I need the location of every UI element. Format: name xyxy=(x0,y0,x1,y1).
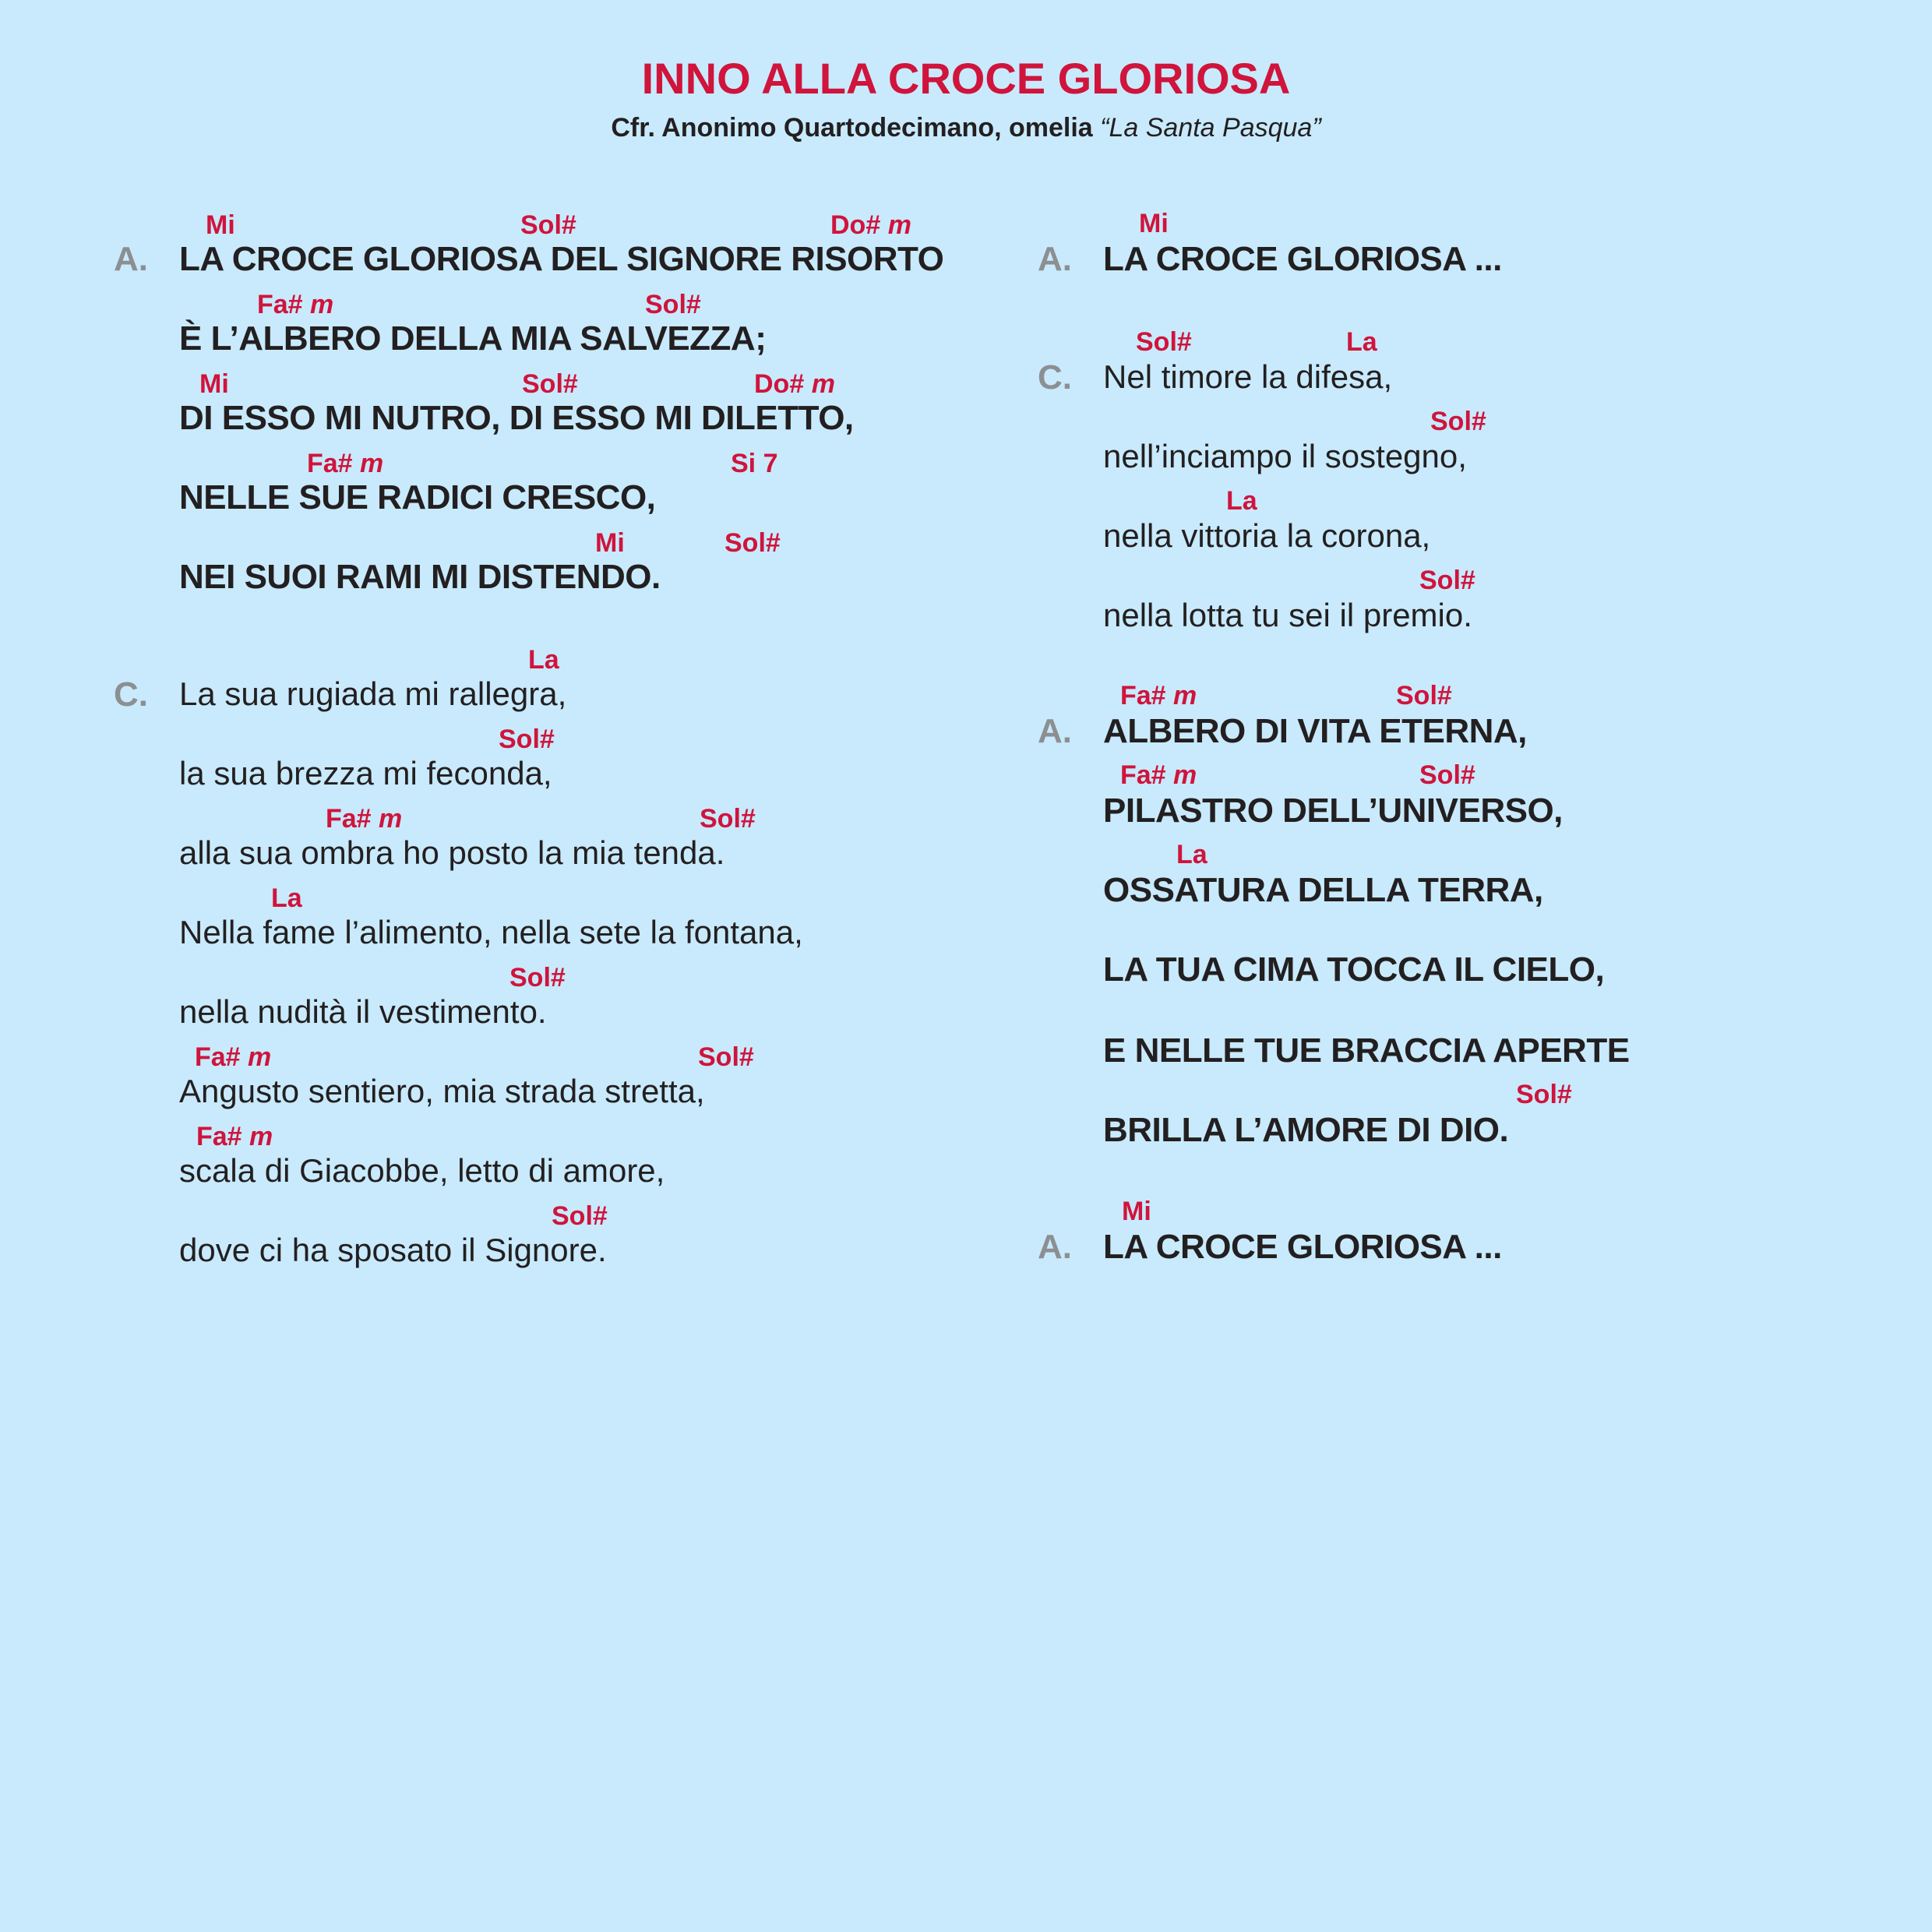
chord-root: Fa# xyxy=(195,1042,241,1072)
chord: Sol# xyxy=(509,963,566,992)
chord: Sol# xyxy=(552,1201,608,1231)
chord: La xyxy=(1226,486,1257,516)
lyric-line: nella lotta tu sei il premio. xyxy=(1103,597,1472,633)
chord: Sol# xyxy=(1419,566,1475,595)
chord: Si 7 xyxy=(731,449,778,478)
chord: Sol# xyxy=(522,369,578,399)
lyric-line: Nel timore la difesa, xyxy=(1103,358,1393,395)
chord: La xyxy=(1346,327,1377,357)
chord-root: Fa# xyxy=(196,1122,242,1151)
assembly-tag: A. xyxy=(1038,1228,1072,1266)
lyric-line: LA CROCE GLORIOSA ... xyxy=(1103,1228,1502,1266)
chord: Sol# xyxy=(698,1042,754,1072)
lyric-line: DI ESSO MI NUTRO, DI ESSO MI DILETTO, xyxy=(179,399,854,437)
chord: Mi xyxy=(595,528,625,558)
song-source xyxy=(0,113,1932,143)
assembly-tag: A. xyxy=(1038,240,1072,278)
chord-root: Fa# xyxy=(1120,760,1166,790)
chord: Sol# xyxy=(1430,407,1486,436)
lyric-line: Nella fame l’alimento, nella sete la fontana, xyxy=(179,914,803,950)
chord: Sol# xyxy=(645,290,701,319)
assembly-tag: A. xyxy=(114,240,148,278)
lyric-line: NELLE SUE RADICI CRESCO, xyxy=(179,478,656,516)
lyric-line: nell’inciampo il sostegno, xyxy=(1103,438,1467,474)
chord: Mi xyxy=(199,369,229,399)
chord xyxy=(195,1042,271,1073)
cantor-tag: C. xyxy=(1038,358,1072,397)
lyric-line: scala di Giacobbe, letto di amore, xyxy=(179,1152,665,1189)
chord-minor: m xyxy=(887,210,911,240)
chord xyxy=(1120,681,1197,711)
chord-root: Do# xyxy=(754,369,805,399)
lyric-line: LA CROCE GLORIOSA DEL SIGNORE RISORTO xyxy=(179,240,944,278)
chord: La xyxy=(271,883,302,913)
lyric-line: nella nudità il vestimento. xyxy=(179,993,547,1030)
lyric-line: dove ci ha sposato il Signore. xyxy=(179,1232,607,1268)
lyric-line: ALBERO DI VITA ETERNA, xyxy=(1103,712,1527,750)
chord: Sol# xyxy=(724,528,781,558)
lyric-line: La sua rugiada mi rallegra, xyxy=(179,675,567,712)
chord xyxy=(1120,760,1197,791)
chord-minor: m xyxy=(310,290,334,319)
chord: Sol# xyxy=(499,724,555,754)
lyric-line: È L’ALBERO DELLA MIA SALVEZZA; xyxy=(179,319,767,358)
lyric-line: alla sua ombra ho posto la mia tenda. xyxy=(179,834,725,871)
chord xyxy=(196,1122,273,1152)
song-title: INNO ALLA CROCE GLORIOSA xyxy=(641,54,1291,103)
lyric-line: PILASTRO DELL’UNIVERSO, xyxy=(1103,791,1563,830)
assembly-tag: A. xyxy=(1038,712,1072,750)
lyric-line: OSSATURA DELLA TERRA, xyxy=(1103,871,1543,909)
source-work: “La Santa Pasqua” xyxy=(1100,113,1321,143)
chord-minor: m xyxy=(360,449,384,478)
chord: Mi xyxy=(206,210,235,240)
chord: Sol# xyxy=(1419,760,1475,790)
chord xyxy=(326,804,402,834)
lyric-line: nella vittoria la corona, xyxy=(1103,517,1431,554)
chord xyxy=(830,210,911,241)
chord: La xyxy=(1176,840,1208,869)
chord: Sol# xyxy=(1136,327,1192,357)
chord-root: Fa# xyxy=(307,449,353,478)
chord-root: Do# xyxy=(830,210,881,240)
chord: Mi xyxy=(1139,209,1169,238)
chord-root: Fa# xyxy=(326,804,372,834)
chord-minor: m xyxy=(248,1042,272,1072)
chord-minor: m xyxy=(249,1122,273,1151)
chord-root: Fa# xyxy=(1120,681,1166,710)
lyric-line: Angusto sentiero, mia strada stretta, xyxy=(179,1073,705,1109)
chord: Sol# xyxy=(1396,681,1452,710)
chord-minor: m xyxy=(811,369,835,399)
lyric-line: E NELLE TUE BRACCIA APERTE xyxy=(1103,1031,1630,1070)
lyric-line: NEI SUOI RAMI MI DISTENDO. xyxy=(179,558,661,596)
lyric-line: LA TUA CIMA TOCCA IL CIELO, xyxy=(1103,950,1605,989)
chord xyxy=(754,369,835,400)
chord xyxy=(307,449,383,479)
chord: La xyxy=(528,645,559,675)
chord-minor: m xyxy=(1173,760,1197,790)
lyric-line: la sua brezza mi feconda, xyxy=(179,755,552,791)
chord: Sol# xyxy=(700,804,756,834)
lyric-line: BRILLA L’AMORE DI DIO. xyxy=(1103,1111,1509,1149)
chord: Sol# xyxy=(1516,1080,1572,1109)
chord-root: Fa# xyxy=(257,290,303,319)
source-author: Cfr. Anonimo Quartodecimano, omelia xyxy=(611,113,1101,143)
chord xyxy=(257,290,333,320)
lyric-line: LA CROCE GLORIOSA ... xyxy=(1103,240,1502,278)
chord-minor: m xyxy=(1173,681,1197,710)
chord: Mi xyxy=(1122,1197,1151,1226)
chord-minor: m xyxy=(379,804,403,834)
chord: Sol# xyxy=(520,210,576,240)
cantor-tag: C. xyxy=(114,675,148,714)
